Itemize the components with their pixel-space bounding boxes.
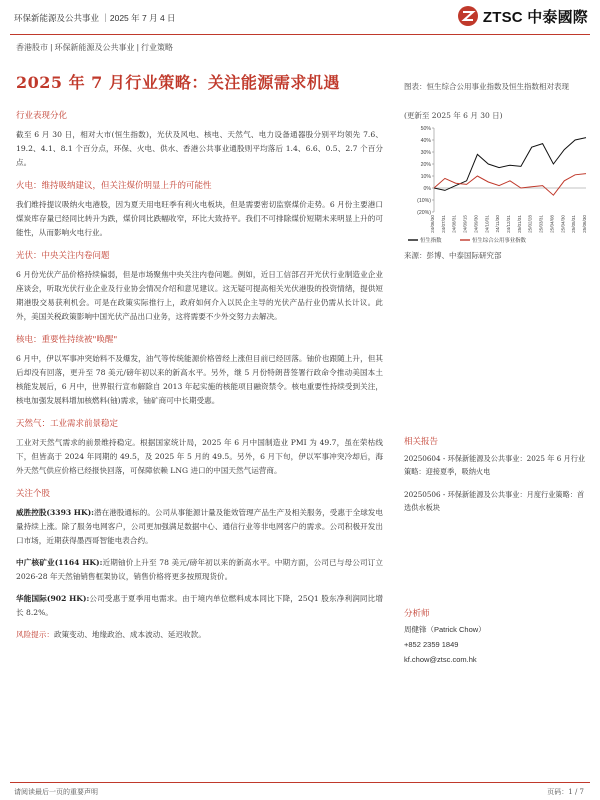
y-tick-label: 10% <box>420 174 431 180</box>
stock-text: 潜在港股通标的。公司从事能源计量及能效管理产品生产及相关服务，受惠于全球发电量持续上涨。除了服务电网客户，公司更加强满足数据中心、通信行业等非电网客户的需求。公司积极开发出口市场，近期获得墨西哥智能电表合约。 <box>16 508 383 545</box>
section-text-thermal: 我们维持提议吸纳火电港股，因为夏天用电旺季有利火电板块，但是需要密切监察煤价走势。6 月份主要港口煤炭库存量已经同比转升为跌，煤价同比跌幅收窄，环比大致持平。我们不可排除煤价短期未来明显上升的可能性，从而影响火电行业。 <box>16 200 383 237</box>
x-tick-label: 24/09/30 <box>473 215 479 233</box>
x-tick-label: 24/08/31 <box>451 215 457 233</box>
page-number: 页码：1 / 7 <box>547 788 584 796</box>
related-report-item[interactable]: 20250506 - 环保新能源及公共事业：月度行业策略：首选供水板块 <box>404 490 585 512</box>
breadcrumb: 香港股市 | 环保新能源及公共事业 | 行业策略 <box>16 43 174 52</box>
section-text-nuclear: 6 月中，伊以军事冲突始料不及爆发，油气等传统能源价格曾经上涨但目前已经回落。铀价也跟随上升，但其后却没有回落，更升至 78 美元/磅年初以来的新高水平。另外，继 5 月份特朗普签署行政命令推动美国本土核能发展后，6 月中，世界银行宣布解除自 2013 年起实施的核能项目融资禁令。核电重要性持续受到关注，核电加强发展料增加核燃料(铀)需求，铀矿商可中长期受惠。 <box>16 354 383 405</box>
x-tick-label: 24/09/15 <box>462 215 468 233</box>
stock-text: 近期铀价上升至 78 美元/磅年初以来的新高水平。中期方面，公司已与母公司订立 2026-28 年天然铀销售框架协议，销售价格将更多按照现货价。 <box>16 558 384 581</box>
analyst-email[interactable]: kf.chow@ztsc.com.hk <box>404 655 477 664</box>
y-tick-label: 0% <box>423 186 431 192</box>
stock-name: 威胜控股(3393 HK): <box>16 508 94 517</box>
stock-item <box>16 556 383 584</box>
stock-text: 公司受惠于夏季用电需求。由于境内单位燃料成本同比下降，25Q1 股东净利润同比增长 8.2%。 <box>16 594 383 617</box>
chart-container <box>404 124 590 248</box>
chart-source: 来源：彭博、中泰国际研究部 <box>404 251 502 260</box>
footer-divider <box>10 782 590 783</box>
y-tick-label: (10%) <box>417 198 431 204</box>
stock-item <box>16 592 383 620</box>
x-tick-label: 25/01/31 <box>516 215 522 233</box>
y-tick-label: 30% <box>420 150 431 156</box>
analyst-head: 分析师 <box>404 609 430 619</box>
x-tick-label: 24/10/31 <box>484 215 490 233</box>
main-content <box>16 110 383 642</box>
legend-item-hsi: 恒生指数 <box>420 238 442 244</box>
y-tick-label: 40% <box>420 138 431 144</box>
section-text-solar: 6 月份光伏产品价格持续偏弱，但是市场聚焦中央关注内卷问题。例如，近日工信部召开光伏行业制造业企业座谈会，听取光伏行业企业及行业协会情况介绍和意见建议。这无疑可提高相关光伏港股的投资情绪，提供短期港股交易获利机会。可是在政策实际推行上，政府如何介入以民企主导的光伏产品行业仍需从长计议。此外，美国关税政策影响中国光伏产品出口业务，这将需要不少外交努力去解决。 <box>16 270 383 321</box>
page-title: 2025 年 7 月行业策略：关注能源需求机遇 <box>16 73 340 92</box>
y-tick-label: 50% <box>420 126 431 132</box>
legend-item-utilities: 恒生综合公用事业指数 <box>472 238 526 244</box>
stock-item <box>16 506 383 548</box>
section-head-stocks: 关注个股 <box>16 489 51 499</box>
x-tick-label: 24/11/30 <box>495 215 501 233</box>
series-line-utilities <box>434 174 586 196</box>
footer-disclaimer: 请阅读最后一页的重要声明 <box>14 788 98 796</box>
x-tick-label: 25/03/31 <box>538 215 544 233</box>
y-tick-label: (20%) <box>417 210 431 216</box>
risk-note <box>16 628 383 642</box>
header-divider <box>10 34 590 35</box>
x-tick-label: 24/06/30 <box>430 215 435 233</box>
risk-text: 政策变动、地缘政治、成本波动、延迟收款。 <box>53 630 206 639</box>
line-chart <box>404 124 590 248</box>
logo-text: ZTSC 中泰國際 <box>482 8 588 26</box>
chart-title: 图表：恒生综合公用事业指数及恒生指数相对表现 <box>404 82 569 91</box>
x-tick-label: 24/12/31 <box>506 215 511 233</box>
related-report-item[interactable]: 20250604 - 环保新能源及公共事业：2025 年 6 月行业策略：迎接夏季，吸纳火电 <box>404 454 586 476</box>
related-reports-head: 相关报告 <box>404 437 439 447</box>
section-head-gas: 天然气：工业需求前景稳定 <box>16 419 119 429</box>
x-tick-label: 25/05/31 <box>571 215 577 233</box>
company-logo <box>457 5 588 27</box>
analyst-phone: +852 2359 1849 <box>404 640 459 649</box>
header-text: 环保新能源及公共事业 ｜2025 年 7 月 4 日 <box>14 13 176 23</box>
section-head-nuclear: 核电：重要性持续被"唤醒" <box>16 335 118 345</box>
stock-name: 华能国际(902 HK): <box>16 594 90 603</box>
section-text-gas: 工业对天然气需求的前景维持稳定。根据国家统计局，2025 年 6 月中国制造业 PMI 为 49.7，虽在荣枯线下，但皆高于 2024 年同期的 49.5，及 2025 年 5 月的 49.5。另外，6 月下旬，伊以军事冲突冷却后，海外天然气供应价格已经报快回落，可保障依赖 LNG 进口的中国天然气运营商。 <box>16 438 383 475</box>
x-tick-label: 25/06/30 <box>582 215 587 233</box>
risk-label: 风险提示： <box>16 630 54 639</box>
ztsc-logo-icon <box>457 5 479 27</box>
analyst-name: 周健锋（Patrick Chow） <box>404 625 486 634</box>
section-head-solar: 光伏：中央关注内卷问题 <box>16 251 110 261</box>
section-head-performance: 行业表现分化 <box>16 111 68 121</box>
x-tick-label: 25/04/30 <box>560 215 566 233</box>
stock-name: 中广核矿业(1164 HK): <box>16 558 103 567</box>
section-head-thermal: 火电：维持吸纳建议，但关注煤价明显上升的可能性 <box>16 181 212 191</box>
x-tick-label: 24/07/31 <box>440 215 446 233</box>
y-tick-label: 20% <box>420 162 431 168</box>
x-tick-label: 25/04/08 <box>549 215 555 233</box>
x-tick-label: 25/02/28 <box>527 215 533 233</box>
section-text-performance: 截至 6 月 30 日，相对大市(恒生指数)，光伏及风电、核电、天然气、电力设备通器股分别平均领先 7.6、19.2、4.1、8.1 个百分点，环保、火电、供水、香港公共事业通股则平均落后 1.4、6.6、0.5、2.7 个百分点。 <box>16 130 383 167</box>
chart-date: (更新至 2025 年 6 月 30 日) <box>404 111 503 120</box>
